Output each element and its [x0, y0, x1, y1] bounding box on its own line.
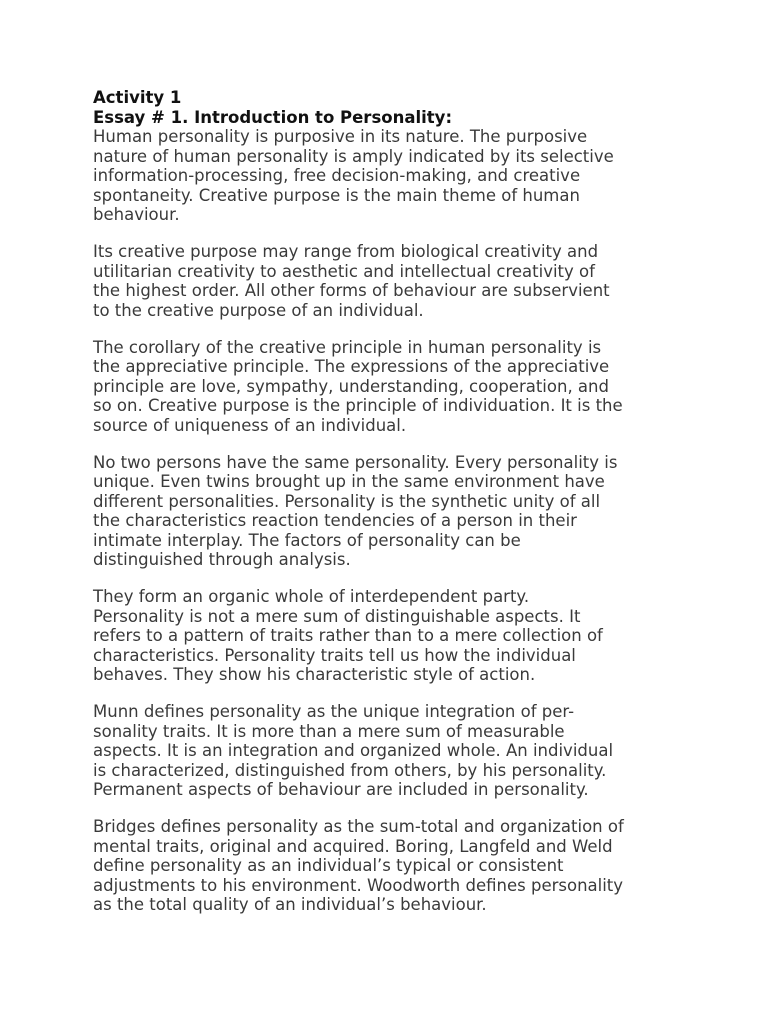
- text-line: Munn defines personality as the unique integration of per-: [93, 702, 575, 721]
- text-line: intimate interplay. The factors of personality can be: [93, 530, 521, 550]
- text-line: nature of human personality is amply indicated by its selective: [93, 146, 614, 166]
- text-line: The corollary of the creative principle in human personality is: [93, 337, 602, 357]
- text-line: aspects. It is an integration and organized whole. An individual: [93, 741, 614, 760]
- text-line: distinguished through analysis.: [93, 550, 351, 569]
- text-line: behaviour.: [93, 205, 180, 224]
- text-line: principle are love, sympathy, understanding, cooperation, and: [93, 376, 609, 396]
- text-line: characteristics. Personality traits tell us how the individual: [93, 645, 576, 665]
- text-line: information-processing, free decision-making, and creative: [93, 166, 581, 185]
- text-line: sonality traits. It is more than a mere sum of measurable: [93, 721, 565, 741]
- text-line: Personality is not a mere sum of distinguishable aspects. It: [93, 606, 581, 626]
- paragraph-2: [93, 242, 693, 320]
- text-line: so on. Creative purpose is the principle of individuation. It is the: [93, 396, 623, 415]
- text-line: Human personality is purposive in its nature. The purposive: [93, 127, 588, 146]
- text-line: behaves. They show his characteristic style of action.: [93, 665, 536, 684]
- activity-title: Activity 1: [93, 88, 182, 107]
- text-line: different personalities. Personality is the synthetic unity of all: [93, 491, 601, 511]
- paragraph-5: [93, 587, 693, 685]
- paragraph-1: [93, 127, 693, 225]
- paragraph-3: [93, 338, 693, 436]
- text-line: refers to a pattern of traits rather than to a mere collection of: [93, 626, 603, 645]
- text-line: as the total quality of an individual’s behaviour.: [93, 895, 487, 914]
- text-line: Its creative purpose may range from biological creativity and: [93, 242, 599, 261]
- paragraph-4: [93, 453, 693, 570]
- text-line: to the creative purpose of an individual.: [93, 300, 424, 320]
- text-line: mental traits, original and acquired. Boring, Langfeld and Weld: [93, 836, 613, 856]
- paragraph-6: [93, 702, 693, 800]
- text-line: unique. Even twins brought up in the same environment have: [93, 472, 605, 491]
- document-page: [93, 88, 693, 932]
- text-line: They form an organic whole of interdependent party.: [93, 587, 530, 606]
- text-line: the highest order. All other forms of behaviour are subservient: [93, 281, 610, 300]
- text-line: the appreciative principle. The expressions of the appreciative: [93, 357, 610, 376]
- text-line: Bridges defines personality as the sum-total and organization of: [93, 817, 624, 836]
- text-line: is characterized, distinguished from others, by his personality.: [93, 760, 607, 780]
- text-line: spontaneity. Creative purpose is the main theme of human: [93, 185, 580, 205]
- text-line: define personality as an individual’s typical or consistent: [93, 856, 564, 875]
- text-line: the characteristics reaction tendencies of a person in their: [93, 511, 577, 530]
- essay-title: Essay # 1. Introduction to Personality:: [93, 107, 453, 127]
- text-line: Permanent aspects of behaviour are included in personality.: [93, 780, 589, 799]
- text-line: adjustments to his environment. Woodworth defines personality: [93, 875, 624, 895]
- text-line: No two persons have the same personality. Every personality is: [93, 452, 618, 472]
- text-line: utilitarian creativity to aesthetic and intellectual creativity of: [93, 261, 595, 281]
- paragraph-7: [93, 817, 693, 915]
- text-line: source of uniqueness of an individual.: [93, 415, 407, 435]
